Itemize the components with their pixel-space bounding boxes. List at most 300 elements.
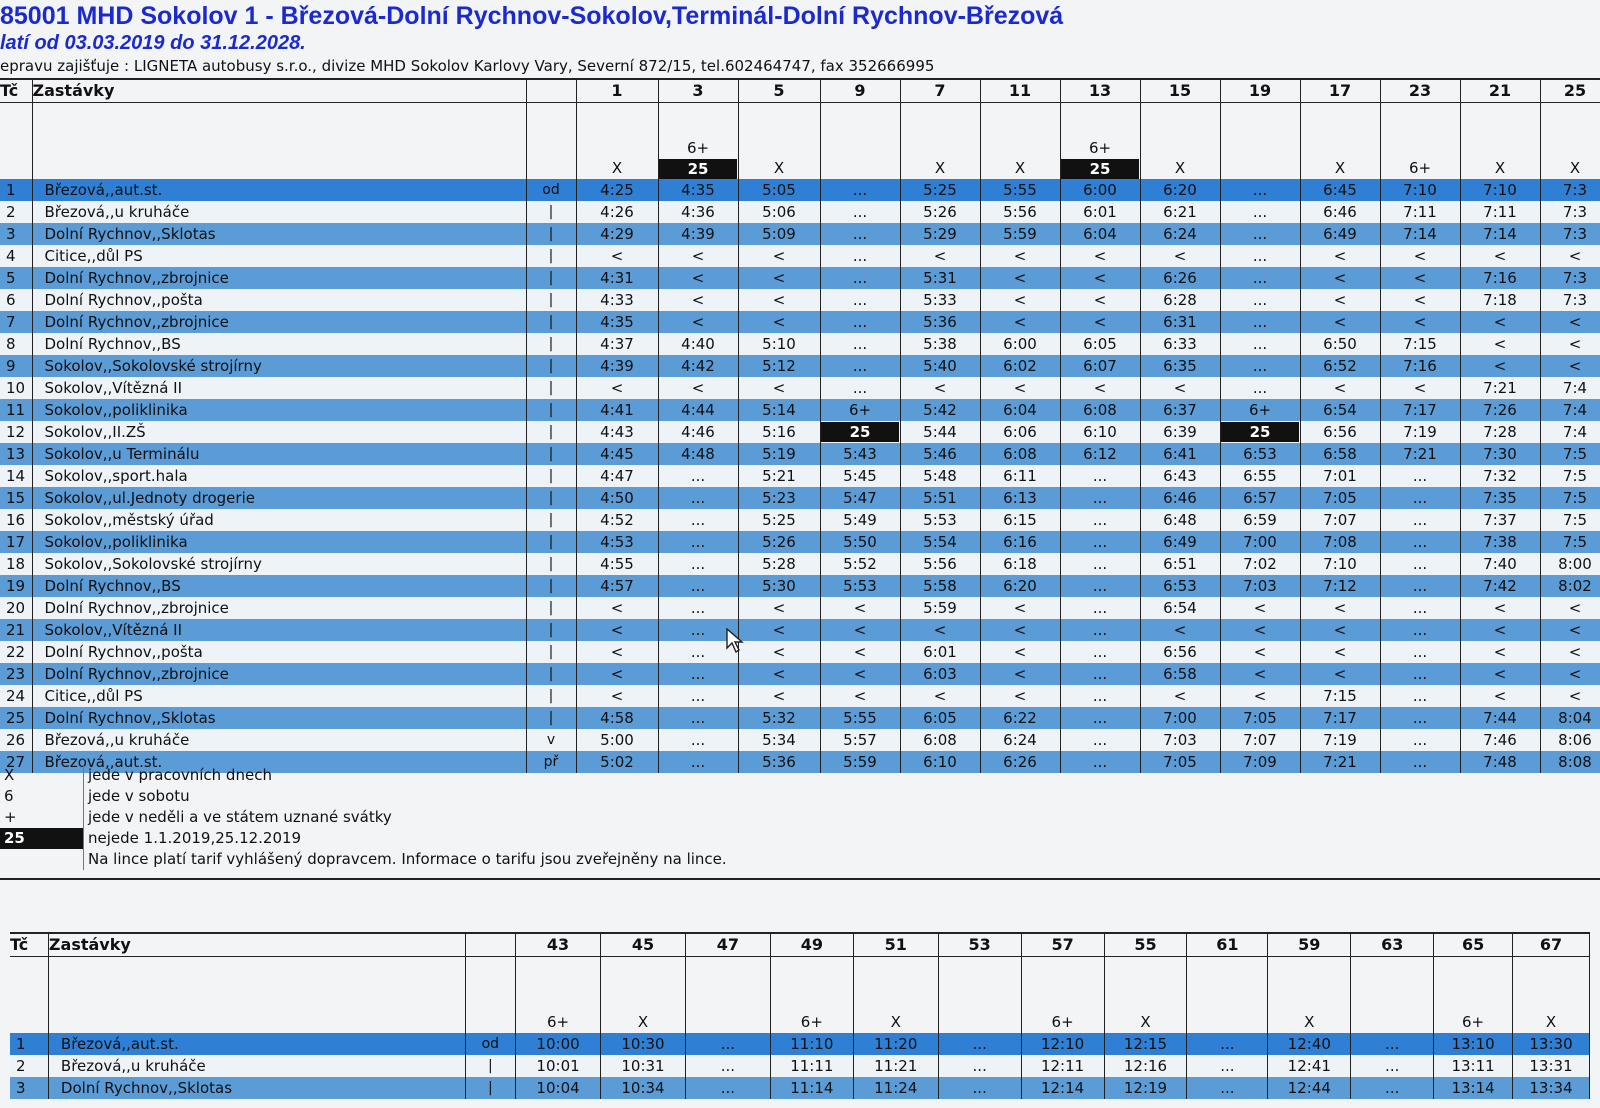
departure-time: 6:57 xyxy=(1220,487,1300,509)
departure-time: ... xyxy=(1380,707,1460,729)
departure-time: 7:14 xyxy=(1460,223,1540,245)
stop-number: 8 xyxy=(0,333,32,355)
trip-number: 45 xyxy=(601,933,686,957)
trip-symbol xyxy=(1434,957,1513,1034)
departure-time: < xyxy=(1540,597,1600,619)
departure-time: 6:35 xyxy=(1140,355,1220,377)
departure-time: 5:44 xyxy=(900,421,980,443)
departure-time: 5:59 xyxy=(820,751,900,773)
section-divider xyxy=(0,878,1600,880)
trip-symbol xyxy=(685,957,770,1034)
trip-number: 59 xyxy=(1268,933,1351,957)
departure-time: 6:01 xyxy=(900,641,980,663)
departure-time: ... xyxy=(1187,1077,1268,1099)
departure-time: 5:05 xyxy=(738,179,820,201)
departure-time: 10:30 xyxy=(601,1033,686,1055)
departure-time: < xyxy=(1540,355,1600,377)
departure-time: < xyxy=(576,245,658,267)
table-row xyxy=(0,421,1600,443)
departure-time: 7:3 xyxy=(1540,223,1600,245)
departure-time: < xyxy=(738,289,820,311)
departure-time: ... xyxy=(1380,509,1460,531)
departure-time: 5:56 xyxy=(980,201,1060,223)
trip-number: 43 xyxy=(516,933,601,957)
trip-symbol xyxy=(938,957,1021,1034)
departure-time: 5:45 xyxy=(820,465,900,487)
departure-time: ... xyxy=(1220,377,1300,399)
departure-time: < xyxy=(900,245,980,267)
departure-time: < xyxy=(1540,663,1600,685)
departure-time: 5:53 xyxy=(820,575,900,597)
departure-time: 7:4 xyxy=(1540,377,1600,399)
departure-time: 5:58 xyxy=(900,575,980,597)
trip-symbol xyxy=(1268,957,1351,1034)
trip-symbol xyxy=(1513,957,1590,1034)
stop-name: Březová,,aut.st. xyxy=(32,179,526,201)
timetable-second xyxy=(10,932,1590,1099)
departure-time: ... xyxy=(1220,223,1300,245)
symbol-main: 6+ xyxy=(546,1013,570,1031)
departure-time: 7:10 xyxy=(1380,179,1460,201)
trip-number: 13 xyxy=(1060,79,1140,103)
departure-time: 8:04 xyxy=(1540,707,1600,729)
departure-time xyxy=(1220,421,1300,443)
departure-time: ... xyxy=(1220,245,1300,267)
departure-time: ... xyxy=(1060,707,1140,729)
departure-time: 5:54 xyxy=(900,531,980,553)
departure-time: 4:37 xyxy=(576,333,658,355)
stop-number: 15 xyxy=(0,487,32,509)
departure-time: < xyxy=(1540,641,1600,663)
departure-time: 5:10 xyxy=(738,333,820,355)
departure-time: < xyxy=(576,641,658,663)
departure-time: 5:36 xyxy=(738,751,820,773)
stop-name: Dolní Rychnov,,zbrojnice xyxy=(32,597,526,619)
legend xyxy=(0,765,727,870)
departure-time: ... xyxy=(820,333,900,355)
symbol-main: X xyxy=(890,1013,901,1031)
stop-name: Sokolov,,Sokolovské strojírny xyxy=(32,553,526,575)
stop-number: 17 xyxy=(0,531,32,553)
stop-name: Dolní Rychnov,,Sklotas xyxy=(32,707,526,729)
departure-time: 4:42 xyxy=(658,355,738,377)
stop-mark: | xyxy=(526,509,576,531)
departure-time: 5:02 xyxy=(576,751,658,773)
departure-time: 6:54 xyxy=(1300,399,1380,421)
departure-time: < xyxy=(980,685,1060,707)
departure-time: 7:4 xyxy=(1540,421,1600,443)
departure-time: < xyxy=(738,619,820,641)
departure-time: 5:50 xyxy=(820,531,900,553)
departure-time: 10:34 xyxy=(601,1077,686,1099)
departure-time: 6:08 xyxy=(980,443,1060,465)
departure-time: 6:08 xyxy=(1060,399,1140,421)
departure-time: 5:09 xyxy=(738,223,820,245)
departure-time: ... xyxy=(1380,685,1460,707)
trip-number: 9 xyxy=(820,79,900,103)
departure-time: 7:16 xyxy=(1460,267,1540,289)
departure-time: < xyxy=(980,597,1060,619)
departure-time: 5:16 xyxy=(738,421,820,443)
stop-number: 21 xyxy=(0,619,32,641)
departure-time: < xyxy=(658,289,738,311)
departure-time: 7:07 xyxy=(1220,729,1300,751)
departure-time: 4:50 xyxy=(576,487,658,509)
stop-mark: | xyxy=(526,421,576,443)
trip-number: 5 xyxy=(738,79,820,103)
departure-time: 7:3 xyxy=(1540,179,1600,201)
departure-time: ... xyxy=(820,311,900,333)
departure-time: 6:20 xyxy=(1140,179,1220,201)
stop-name: Dolní Rychnov,,pošta xyxy=(32,289,526,311)
departure-time: 4:39 xyxy=(658,223,738,245)
departure-time: ... xyxy=(685,1033,770,1055)
trip-number: 11 xyxy=(980,79,1060,103)
departure-time: ... xyxy=(1060,487,1140,509)
departure-time: < xyxy=(738,597,820,619)
departure-time: 6:07 xyxy=(1060,355,1140,377)
departure-time: 6:20 xyxy=(980,575,1060,597)
departure-time: 7:03 xyxy=(1140,729,1220,751)
departure-time: 7:19 xyxy=(1300,729,1380,751)
departure-time: ... xyxy=(1220,311,1300,333)
departure-time: 7:21 xyxy=(1460,377,1540,399)
stop-mark: | xyxy=(526,311,576,333)
departure-time: < xyxy=(1300,597,1380,619)
departure-time: < xyxy=(1380,245,1460,267)
departure-time: 7:15 xyxy=(1380,333,1460,355)
departure-time: 4:29 xyxy=(576,223,658,245)
departure-time: ... xyxy=(1220,355,1300,377)
departure-time: < xyxy=(1060,377,1140,399)
departure-time: < xyxy=(1220,619,1300,641)
departure-time: 5:42 xyxy=(900,399,980,421)
stop-mark: | xyxy=(465,1077,516,1099)
stop-name: Březová,,u kruháče xyxy=(32,729,526,751)
stop-number: 9 xyxy=(0,355,32,377)
departure-time: 5:36 xyxy=(900,311,980,333)
table-row xyxy=(0,663,1600,685)
departure-time: 5:33 xyxy=(900,289,980,311)
table-row xyxy=(0,531,1600,553)
departure-time: 13:30 xyxy=(1513,1033,1590,1055)
departure-time: < xyxy=(1060,311,1140,333)
stop-number: 27 xyxy=(0,751,32,773)
stop-name: Dolní Rychnov,,zbrojnice xyxy=(32,663,526,685)
departure-time: 10:01 xyxy=(516,1055,601,1077)
departure-time: ... xyxy=(685,1055,770,1077)
departure-time: ... xyxy=(820,201,900,223)
trip-number: 47 xyxy=(685,933,770,957)
stop-number: 25 xyxy=(0,707,32,729)
departure-time: 6:26 xyxy=(1140,267,1220,289)
departure-time: 6:13 xyxy=(980,487,1060,509)
table-row xyxy=(10,1055,1590,1077)
table-row xyxy=(0,729,1600,751)
departure-time: ... xyxy=(938,1033,1021,1055)
departure-time: 6:53 xyxy=(1220,443,1300,465)
sym-tc xyxy=(0,103,32,180)
stop-number: 1 xyxy=(10,1033,48,1055)
departure-time: < xyxy=(980,311,1060,333)
departure-time: < xyxy=(1300,289,1380,311)
departure-time: < xyxy=(1140,245,1220,267)
departure-time: 6:51 xyxy=(1140,553,1220,575)
departure-time: 6:24 xyxy=(1140,223,1220,245)
validity-text: latí od 03.03.2019 do 31.12.2028. xyxy=(0,32,306,54)
legend-row xyxy=(0,849,727,870)
departure-time: < xyxy=(738,245,820,267)
stop-mark: od xyxy=(465,1033,516,1055)
trip-number: 3 xyxy=(658,79,738,103)
stop-name: Dolní Rychnov,,zbrojnice xyxy=(32,267,526,289)
departure-time: 6:31 xyxy=(1140,311,1220,333)
trip-symbol xyxy=(576,103,658,180)
stop-name: Citice,,důl PS xyxy=(32,245,526,267)
table-row xyxy=(10,1077,1590,1099)
trip-number: 57 xyxy=(1021,933,1104,957)
departure-time: 7:15 xyxy=(1300,685,1380,707)
stop-mark: | xyxy=(526,663,576,685)
departure-time: 4:45 xyxy=(576,443,658,465)
symbol-main: 6+ xyxy=(1408,159,1432,177)
departure-time: ... xyxy=(1380,531,1460,553)
departure-time: 12:41 xyxy=(1268,1055,1351,1077)
table-row xyxy=(0,245,1600,267)
symbol-main: X xyxy=(1334,159,1346,177)
departure-time: < xyxy=(1300,619,1380,641)
stop-number: 1 xyxy=(0,179,32,201)
stop-number: 26 xyxy=(0,729,32,751)
stop-mark: | xyxy=(465,1055,516,1077)
departure-time: 5:28 xyxy=(738,553,820,575)
symbol-top: 6+ xyxy=(686,139,710,157)
stop-number: 10 xyxy=(0,377,32,399)
departure-time: 12:19 xyxy=(1104,1077,1187,1099)
stop-number: 23 xyxy=(0,663,32,685)
departure-time: 10:04 xyxy=(516,1077,601,1099)
departure-time: < xyxy=(1060,245,1140,267)
departure-time: < xyxy=(980,289,1060,311)
departure-time: 6:15 xyxy=(980,509,1060,531)
departure-time: 11:21 xyxy=(853,1055,938,1077)
departure-time: ... xyxy=(658,619,738,641)
symbol-top: 6+ xyxy=(1088,139,1112,157)
trip-number: 67 xyxy=(1513,933,1590,957)
departure-time: ... xyxy=(1060,509,1140,531)
departure-time: 6:21 xyxy=(1140,201,1220,223)
departure-time: 7:5 xyxy=(1540,531,1600,553)
table-row xyxy=(0,575,1600,597)
departure-time: 6:10 xyxy=(900,751,980,773)
stop-name: Citice,,důl PS xyxy=(32,685,526,707)
departure-time: < xyxy=(1460,663,1540,685)
trip-symbol xyxy=(980,103,1060,180)
departure-time: < xyxy=(1460,311,1540,333)
sym-mark xyxy=(465,957,516,1034)
trip-number: 65 xyxy=(1434,933,1513,957)
departure-time: < xyxy=(1300,267,1380,289)
trip-number: 63 xyxy=(1351,933,1434,957)
departure-time: 7:05 xyxy=(1300,487,1380,509)
stop-mark: | xyxy=(526,399,576,421)
trip-symbol xyxy=(738,103,820,180)
carrier-info: epravu zajišťuje : LIGNETA autobusy s.r.o., divize MHD Sokolov Karlovy Vary, Severní 872/15, tel.602464747, fax 352666995 xyxy=(0,57,935,75)
table-row xyxy=(0,289,1600,311)
stop-mark: | xyxy=(526,267,576,289)
departure-time: 6:16 xyxy=(980,531,1060,553)
departure-time: 5:49 xyxy=(820,509,900,531)
stop-mark: | xyxy=(526,201,576,223)
departure-time: ... xyxy=(658,509,738,531)
departure-time: 6:54 xyxy=(1140,597,1220,619)
departure-time: 7:21 xyxy=(1380,443,1460,465)
departure-time: 6:22 xyxy=(980,707,1060,729)
departure-time: 5:26 xyxy=(900,201,980,223)
departure-time: 4:33 xyxy=(576,289,658,311)
departure-time: 4:25 xyxy=(576,179,658,201)
stop-mark: př xyxy=(526,751,576,773)
trip-symbol xyxy=(770,957,853,1034)
departure-time: < xyxy=(1300,663,1380,685)
trip-number: 25 xyxy=(1540,79,1600,103)
departure-time: 5:59 xyxy=(980,223,1060,245)
departure-time: 4:43 xyxy=(576,421,658,443)
table-row xyxy=(0,201,1600,223)
departure-time: 5:53 xyxy=(900,509,980,531)
departure-time: ... xyxy=(658,531,738,553)
departure-time: 6:04 xyxy=(980,399,1060,421)
departure-time: 4:26 xyxy=(576,201,658,223)
symbol-main: X xyxy=(1304,1013,1315,1031)
departure-time: 7:46 xyxy=(1460,729,1540,751)
departure-time: 8:00 xyxy=(1540,553,1600,575)
trip-symbol xyxy=(820,103,900,180)
stop-number: 18 xyxy=(0,553,32,575)
stop-number: 20 xyxy=(0,597,32,619)
departure-time: < xyxy=(1540,333,1600,355)
departure-time: < xyxy=(576,377,658,399)
departure-time: 6:48 xyxy=(1140,509,1220,531)
departure-time: < xyxy=(900,685,980,707)
stop-number: 5 xyxy=(0,267,32,289)
symbol-main: 25 xyxy=(1061,159,1139,179)
departure-time: ... xyxy=(1380,641,1460,663)
legend-code xyxy=(0,849,84,870)
departure-time: 7:30 xyxy=(1460,443,1540,465)
departure-time: 6:56 xyxy=(1140,641,1220,663)
trip-number: 7 xyxy=(900,79,980,103)
legend-row xyxy=(0,765,727,786)
departure-time: 7:00 xyxy=(1140,707,1220,729)
departure-time: ... xyxy=(1351,1033,1434,1055)
departure-time: 4:35 xyxy=(658,179,738,201)
sym-stops xyxy=(48,957,465,1034)
table-row xyxy=(0,179,1600,201)
departure-time: 6:08 xyxy=(900,729,980,751)
symbol-main: X xyxy=(1140,1013,1151,1031)
stop-number: 3 xyxy=(0,223,32,245)
symbol-main: X xyxy=(934,159,946,177)
departure-time: ... xyxy=(1220,289,1300,311)
legend-row xyxy=(0,828,727,849)
table-row xyxy=(0,443,1600,465)
departure-time: 4:57 xyxy=(576,575,658,597)
trip-symbol xyxy=(658,103,738,180)
departure-time: 5:19 xyxy=(738,443,820,465)
trip-number: 49 xyxy=(770,933,853,957)
departure-time: 7:10 xyxy=(1300,553,1380,575)
departure-time: 4:35 xyxy=(576,311,658,333)
departure-time: ... xyxy=(938,1055,1021,1077)
trip-number: 15 xyxy=(1140,79,1220,103)
departure-time: 6:49 xyxy=(1300,223,1380,245)
departure-time: < xyxy=(1060,289,1140,311)
departure-time: ... xyxy=(1220,179,1300,201)
table-row xyxy=(0,465,1600,487)
stop-name: Sokolov,,ul.Jednoty drogerie xyxy=(32,487,526,509)
departure-time: 6:43 xyxy=(1140,465,1220,487)
departure-time: 6:05 xyxy=(1060,333,1140,355)
departure-time: 4:40 xyxy=(658,333,738,355)
departure-time: 6:52 xyxy=(1300,355,1380,377)
stop-name: Sokolov,,Sokolovské strojírny xyxy=(32,355,526,377)
departure-time: < xyxy=(900,619,980,641)
departure-time: 6:00 xyxy=(1060,179,1140,201)
stop-mark: | xyxy=(526,707,576,729)
stop-number: 4 xyxy=(0,245,32,267)
departure-time: ... xyxy=(1060,465,1140,487)
symbol-main: X xyxy=(773,159,785,177)
departure-time: ... xyxy=(1220,201,1300,223)
departure-time: < xyxy=(1460,685,1540,707)
departure-time: < xyxy=(1460,355,1540,377)
departure-time: 7:40 xyxy=(1460,553,1540,575)
symbol-main: X xyxy=(637,1013,649,1031)
departure-time: 4:48 xyxy=(658,443,738,465)
departure-time: 4:39 xyxy=(576,355,658,377)
departure-time: ... xyxy=(1220,333,1300,355)
table-row xyxy=(0,487,1600,509)
departure-time: 4:36 xyxy=(658,201,738,223)
departure-time: 7:26 xyxy=(1460,399,1540,421)
departure-time: 5:29 xyxy=(900,223,980,245)
header-mark xyxy=(526,79,576,103)
stop-name: Sokolov,,poliklinika xyxy=(32,531,526,553)
departure-time: 4:53 xyxy=(576,531,658,553)
departure-time: 7:05 xyxy=(1220,707,1300,729)
departure-time: 5:55 xyxy=(820,707,900,729)
departure-time: 11:24 xyxy=(853,1077,938,1099)
departure-time: 4:52 xyxy=(576,509,658,531)
departure-time: 12:10 xyxy=(1021,1033,1104,1055)
departure-time: 12:11 xyxy=(1021,1055,1104,1077)
departure-time: 5:40 xyxy=(900,355,980,377)
departure-time: 7:4 xyxy=(1540,399,1600,421)
departure-time: < xyxy=(1220,597,1300,619)
departure-time: 5:47 xyxy=(820,487,900,509)
departure-time: 7:10 xyxy=(1460,179,1540,201)
trip-number: 53 xyxy=(938,933,1021,957)
stop-number: 24 xyxy=(0,685,32,707)
trip-symbol xyxy=(900,103,980,180)
table-row xyxy=(0,355,1600,377)
departure-time: < xyxy=(738,641,820,663)
departure-time: 4:58 xyxy=(576,707,658,729)
departure-time: 12:16 xyxy=(1104,1055,1187,1077)
departure-time: 4:47 xyxy=(576,465,658,487)
header-stops: Zastávky xyxy=(48,933,465,957)
